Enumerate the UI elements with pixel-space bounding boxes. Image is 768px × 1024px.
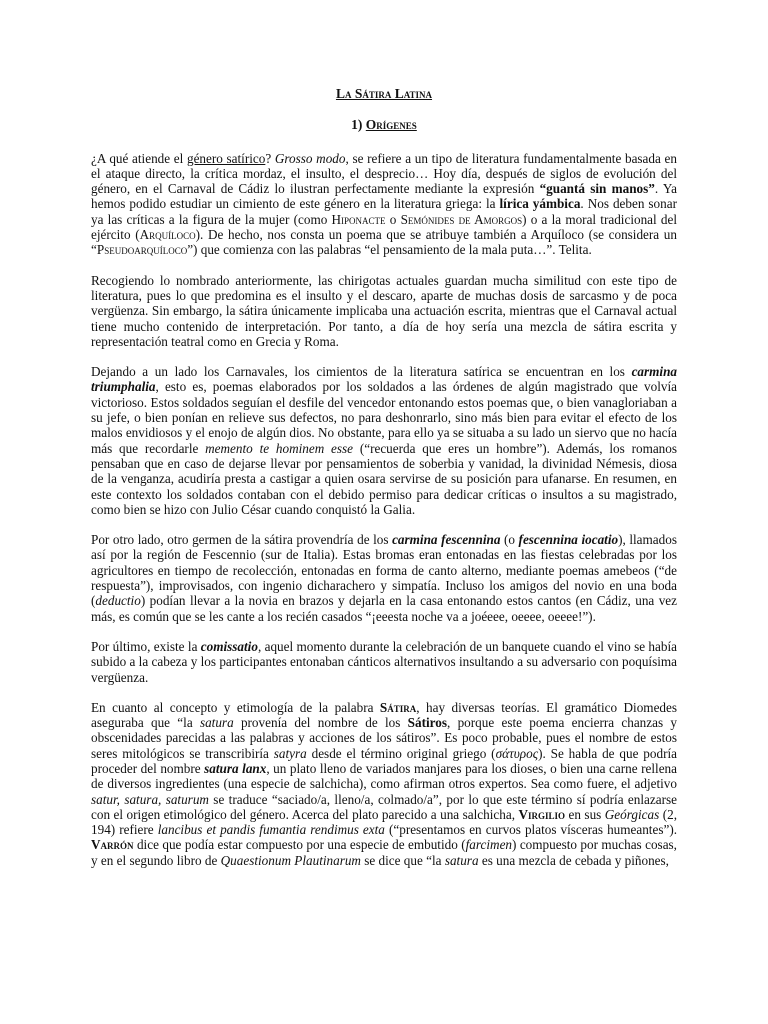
text-span: deductio <box>95 593 141 609</box>
text-span: en sus <box>565 806 605 822</box>
text-span: se dice que “la <box>360 852 445 868</box>
text-span: satura <box>444 852 479 868</box>
paragraph-etimologia <box>91 700 677 868</box>
paragraph-chirigotas: Recogiendo lo nombrado anteriormente, las chirigotas actuales guardan mucha similitud con este tipo de literatura, pues lo que predomina es el insulto y el descaro, aparte de muchas dosis de sarcasmo y de poca vergüenza. Sin embargo, la sátira únicamente implicaba una actuación escrita, mientras que el Carnaval actual tiene mucho contenido de interpretación. Por tanto, a día de hoy sería una mezcla de sátira escrita y representación teatral como en Grecia y Roma. <box>91 272 677 349</box>
text-span: se traduce “saciado/a, lleno/a, colmado/a”, por lo que este término sí podría enlazarse con el origen etimológico del género. Acerca del plato parecido a una salchicha, <box>91 791 677 822</box>
text-span: Grosso modo <box>274 150 346 166</box>
document-page <box>91 86 677 883</box>
text-span: Dejando a un lado los Carnavales, los cimientos de la literatura satírica se encuentran en los <box>91 364 632 380</box>
text-span: satura lanx <box>204 760 267 776</box>
text-span: Hiponacte <box>331 211 386 227</box>
text-span: desde el término original griego ( <box>306 745 496 761</box>
paragraph-carmina-fescennina <box>91 532 677 624</box>
text-span: , un plato lleno de variados manjares para los dioses, o bien una carne rellena de diversos ingredientes (una especie de salchicha), como afirman otros expertos. Sea como fuere, el adjetivo <box>91 760 677 792</box>
text-span: En cuanto al concepto y etimología de la palabra <box>91 699 380 715</box>
text-span: fescennina iocatio <box>518 532 619 548</box>
text-span: ). Se habla de que podría proceder del nombre <box>91 745 677 776</box>
text-span: Geórgicas <box>604 806 660 822</box>
text-span: ? <box>265 150 275 166</box>
text-span: farcimen <box>465 837 513 853</box>
text-span: ) compuesto por muchas cosas, y en el segundo libro de <box>91 837 677 868</box>
section-heading <box>91 117 677 132</box>
text-span: es una mezcla de cebada y piñones, <box>478 852 669 868</box>
text-span: Virgilio <box>518 806 566 822</box>
paragraph-carmina-triumphalia <box>91 364 677 517</box>
text-span: , hay diversas teorías. El gramático Diomedes aseguraba que “la <box>91 699 677 731</box>
text-span: carmina fescennina <box>392 532 501 548</box>
paragraph-intro <box>91 151 677 258</box>
paragraph-comissatio <box>91 639 677 685</box>
text-span: o <box>385 211 401 227</box>
text-span: Arquíloco <box>139 227 196 243</box>
text-span: . Nos deben sonar ya las críticas a la figura de la mujer (como <box>91 196 677 227</box>
text-span: ”) que comienza con las palabras “el pensamiento de la mala puta…”. Telita. <box>187 242 592 258</box>
text-span: (“recuerda que eres un hombre”). Además, los romanos pensaban que en caso de dejarse llevar por pensamientos de soberbia y vanidad, la divinidad Némesis, diosa de la venganza, acudiría presta a castigar a quien osara servirse de su posición para ufanarse. En resumen, en este contexto los soldados contaban con el debido permiso para dedicar críticas o insultos a su magistrado, como bien se hizo con Julio César cuando conquistó la Galia. <box>91 440 677 517</box>
text-span: ¿A qué atiende el <box>91 150 187 166</box>
text-span: dice que podía estar compuesto por una especie de embutido ( <box>133 837 466 853</box>
text-span: Sátiros <box>407 715 447 731</box>
text-span: Por último, existe la <box>91 638 201 654</box>
text-span: Varrón <box>91 837 134 853</box>
text-span: ), llamados así por la región de Fescennio (sur de Italia). Estas bromas eran entonadas en las fiestas celebradas por los agricultores en tiempo de recolección, entonadas en forma de canto alterno, mediante poemas amebeos (“de respuesta”), improvisados, con ingenio dicharachero y simpatía. Incluso los amigos del novio en una boda ( <box>91 532 677 609</box>
text-span: lancibus et pandis fumantia rendimus exta <box>157 822 385 838</box>
text-span: Pseudoarquíloco <box>96 242 188 258</box>
text-span: carmina triumphalia <box>91 364 677 395</box>
text-span: (o <box>500 532 519 548</box>
section-number: 1) <box>351 117 363 133</box>
text-span: lírica yámbica <box>499 196 581 212</box>
document-title: La Sátira Latina <box>335 86 433 101</box>
text-span: género satírico <box>186 150 266 166</box>
text-span: satur, satura, saturum <box>91 791 209 807</box>
text-span: Quaestionum Plautinarum <box>220 852 361 868</box>
text-span: satura <box>199 715 234 731</box>
text-span: memento te hominem esse <box>205 440 354 456</box>
text-span: , se refiere a un tipo de literatura fundamentalmente basada en el ataque directo, la crítica mordaz, el insulto, el desprecio… Hoy día, después de siglos de evolución del género, en el Carnaval de Cádiz lo ilustran perfectamente mediante la expresión <box>91 150 677 197</box>
text-span: provenía del nombre de los <box>233 715 408 731</box>
text-span: Por otro lado, otro germen de la sátira provendría de los <box>91 532 393 548</box>
text-span: Semónides de Amorgos <box>400 211 523 227</box>
text-span: Sátira <box>379 699 417 715</box>
text-span: , esto es, poemas elaborados por los soldados a las órdenes de algún magistrado que volvía victorioso. Estos soldados seguían el desfile del vencedor entonando estos poemas que, o bien vanagloriaban a su jefe, o bien ponían en relieve sus defectos, no para deshonrarlo, sino más bien para evitar el efecto de los malos envidiosos y el enojo de algún dios. No obstante, para ello ya se situaba a su lado un siervo que no hacía más que recordarle <box>91 379 677 456</box>
text-span: (2, 194) refiere <box>91 806 677 838</box>
text-span: , aquel momento durante la celebración de un banquete cuando el vino se había subido a la cabeza y los participantes entonaban cánticos alternativos insultando a su adversario con poquísima vergüenza. <box>91 638 677 685</box>
text-span: σάτυρος <box>495 745 539 761</box>
text-span: comissatio <box>200 638 258 654</box>
text-span: satyra <box>273 745 307 761</box>
section-title: Orígenes <box>365 117 417 133</box>
text-span: ). De hecho, nos consta un poema que se atribuye también a Arquíloco (se considera un “ <box>91 227 677 258</box>
text-span: ) podían llevar a la novia en brazos y dejarla en la casa entonando estos cantos (en Cádiz, una vez más, es común que se les cante a los recién casados “¡eeesta noche va a joéeee, oeeee, oeeee!”). <box>91 593 677 624</box>
text-span: , porque este poema encierra chanzas y obscenidades parecidas a las palabras y acciones de los sátiros”. Es poco probable, pues el nombre de estos seres mitológicos se transcribiría <box>91 715 677 761</box>
text-span: “guantá sin manos” <box>539 181 655 197</box>
text-span: . Ya hemos podido estudiar un cimiento de este género en la literatura griega: la <box>91 181 677 212</box>
text-span: ) o a la moral tradicional del ejército ( <box>91 211 678 243</box>
text-span: (“presentamos en curvos platos vísceras humeantes”). <box>384 822 678 838</box>
